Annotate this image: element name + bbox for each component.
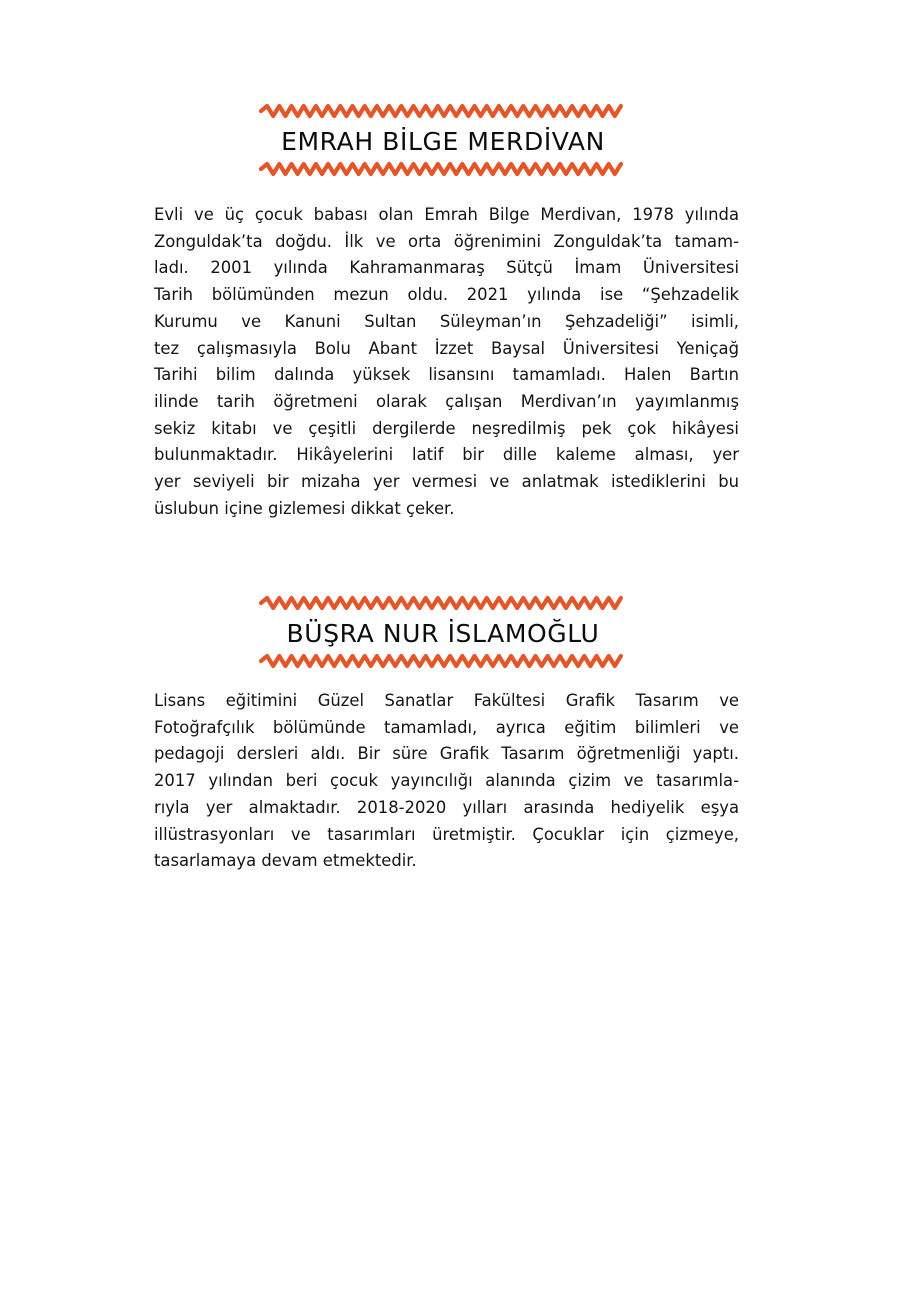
- illustrator-bio-section: [0, 592, 900, 871]
- bio-text-line: üslubun içine gizlemesi dikkat çeker.: [154, 498, 455, 518]
- bio-text-line: ladı. 2001 yılında Kahramanmaraş Sütçü İmam Üniversitesi: [154, 258, 739, 278]
- bio-text-line: tez çalışmasıyla Bolu Abant İzzet Baysal Üniversitesi Yeniçağ: [154, 338, 739, 358]
- bio-text-line: ilinde tarih öğretmeni olarak çalışan Merdivan’ın yayımlanmış: [154, 391, 739, 411]
- author-bio-text: [154, 202, 739, 522]
- bio-text-line: Fotoğrafçılık bölümünde tamamladı, ayrıca eğitim bilimleri ve: [154, 717, 739, 737]
- bio-text-line: 2017 yılından beri çocuk yayıncılığı alanında çizim ve tasarımla-: [154, 771, 739, 791]
- bio-text-line: Tarih bölümünden mezun oldu. 2021 yılında ise “Şehzadelik: [154, 285, 739, 305]
- illustrator-name-title: BÜŞRA NUR İSLAMOĞLU: [286, 619, 600, 648]
- bio-text-line: Kurumu ve Kanuni Sultan Süleyman’ın Şehzadeliği” isimli,: [154, 311, 739, 331]
- author-bio-section: [0, 100, 900, 518]
- bio-text-line: bulunmaktadır. Hikâyelerini latif bir dille kaleme alması, yer: [154, 445, 739, 465]
- bio-text-line: pedagoji dersleri aldı. Bir süre Grafik Tasarım öğretmenliği yaptı.: [154, 744, 739, 764]
- illustrator-bio-text: [154, 688, 739, 875]
- bio-text-line: Tarihi bilim dalında yüksek lisansını tamamladı. Halen Bartın: [154, 365, 739, 385]
- name-title-block: [258, 592, 628, 672]
- wavy-line-decoration-top: [258, 594, 628, 612]
- bio-text-line: Lisans eğitimini Güzel Sanatlar Fakültesi Grafik Tasarım ve: [154, 691, 739, 710]
- wavy-line-decoration-bottom: [258, 160, 628, 178]
- bio-text-line: illüstrasyonları ve tasarımları üretmiştir. Çocuklar için çizmeye,: [154, 824, 739, 844]
- name-title-block: [258, 100, 628, 180]
- bio-text-line: rıyla yer almaktadır. 2018-2020 yılları arasında hediyelik eşya: [154, 797, 739, 817]
- bio-text-line: Zonguldak’ta doğdu. İlk ve orta öğrenimini Zonguldak’ta tamam-: [154, 231, 739, 251]
- wavy-line-decoration-bottom: [258, 652, 628, 670]
- bio-text-line: sekiz kitabı ve çeşitli dergilerde neşredilmiş pek çok hikâyesi: [154, 418, 739, 438]
- bio-text-line: Evli ve üç çocuk babası olan Emrah Bilge Merdivan, 1978 yılında: [154, 205, 739, 224]
- author-name-title: EMRAH BİLGE MERDİVAN: [281, 127, 605, 156]
- bio-text-line: tasarlamaya devam etmektedir.: [154, 851, 417, 871]
- wavy-line-decoration-top: [258, 102, 628, 120]
- bio-text-line: yer seviyeli bir mizaha yer vermesi ve anlatmak istediklerini bu: [154, 472, 739, 492]
